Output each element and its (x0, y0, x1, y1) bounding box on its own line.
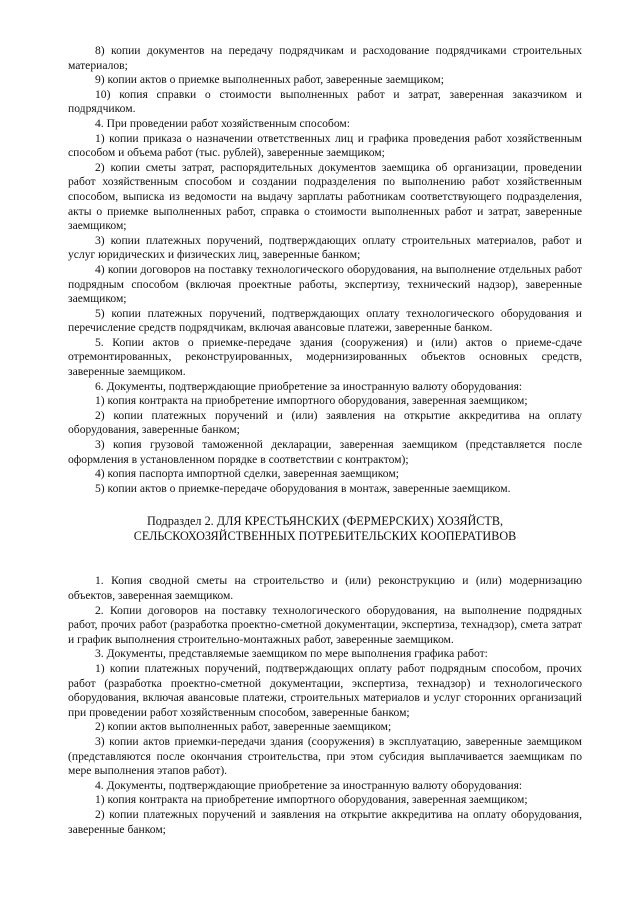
paragraph: 3) копия грузовой таможенной декларации, заверенная заемщиком (представляется после оформления в установленном порядке в соответствии с контрактом); (68, 438, 582, 466)
paragraph: 5. Копии актов о приемке-передаче здания (сооружения) и (или) актов о приеме-сдаче отремонтированных, реконструированных, модернизированных объектов основных средств, заверенные заемщиком. (68, 335, 582, 379)
paragraph: 3) копии платежных поручений, подтверждающих оплату строительных материалов, работ и услуг юридических и физических лиц, заверенные банком; (68, 233, 582, 262)
subsection-heading-line-1: Подраздел 2. ДЛЯ КРЕСТЬЯНСКИХ (ФЕРМЕРСКИХ) ХОЗЯЙСТВ, (146, 514, 504, 529)
paragraph: 1) копия контракта на приобретение импортного оборудования, заверенная заемщиком; (95, 793, 528, 807)
paragraph: 4) копии договоров на поставку технологического оборудования, на выполнение отдельных работ подрядным способом (включая проектные работы, экспертизу, технический надзор), заверенные заемщиком; (68, 262, 582, 306)
paragraph: 2) копии платежных поручений и заявления на открытие аккредитива на оплату оборудования, заверенные банком; (68, 807, 582, 836)
section-continuation (68, 44, 582, 496)
paragraph: 3. Документы, представляемые заемщиком по мере выполнения графика работ: (95, 647, 488, 661)
paragraph: 1) копии приказа о назначении ответственных лиц и графика проведения работ хозяйственным способом и объема работ (тыс. рублей), заверенные заемщиком; (68, 131, 582, 160)
paragraph: 3) копии актов приемки-передачи здания (сооружения) в эксплуатацию, заверенные заемщиком (представляются после окончания строительства, при этом субсидия выплачивается заемщикам по мере выполнения этапов работ). (68, 734, 582, 778)
subsection-heading (68, 514, 582, 544)
paragraph: 4. При проведении работ хозяйственным способом: (95, 116, 350, 130)
paragraph: 8) копии документов на передачу подрядчикам и расходование подрядчиками строительных материалов; (68, 44, 582, 72)
paragraph: 4. Документы, подтверждающие приобретение за иностранную валюту оборудования: (95, 778, 523, 792)
paragraph: 9) копии актов о приемке выполненных работ, заверенные заемщиком; (95, 73, 444, 87)
paragraph: 5) копии актов о приемке-передаче оборудования в монтаж, заверенные заемщиком. (95, 481, 511, 495)
paragraph: 4) копия паспорта импортной сделки, заверенная заемщиком; (95, 467, 399, 481)
subsection-heading-line-2: СЕЛЬСКОХОЗЯЙСТВЕННЫХ ПОТРЕБИТЕЛЬСКИХ КООПЕРАТИВОВ (133, 529, 517, 544)
paragraph: 1) копии платежных поручений, подтверждающих оплату работ подрядным способом, прочих работ (разработка проектно-сметной документации, экспертиза, технадзор) и технологического оборудования, включая авансовые платежи, строительных материалов и услуг сторонних организаций при проведении работ хозяйственным способом, заверенные банком; (68, 661, 582, 719)
paragraph: 2. Копии договоров на поставку технологического оборудования, на выполнение подрядных работ, прочих работ (разработка проектно-сметной документации, экспертиза, технадзор), смета затрат и график выполнения строительно-монтажных работ, заверенные заемщиком. (68, 603, 582, 646)
paragraph: 1. Копия сводной сметы на строительство и (или) реконструкцию и (или) модернизацию объектов, заверенная заемщиком. (68, 574, 582, 602)
paragraph: 6. Документы, подтверждающие приобретение за иностранную валюту оборудования: (95, 379, 523, 393)
paragraph: 2) копии сметы затрат, распорядительных документов заемщика об организации, проведении работ хозяйственным способом и создании подразделения по выполнению работ хозяйственным способом, выписка из ведомости на выдачу зарплаты работникам соответствующего подразделения, акты о приемке выполненных работ, справка о стоимости выполненных работ и затрат, заверенные заемщиком; (68, 160, 582, 233)
paragraph: 2) копии платежных поручений и (или) заявления на открытие аккредитива на оплату оборудования, заверенные банком; (68, 408, 582, 437)
paragraph: 5) копии платежных поручений, подтверждающих оплату технологического оборудования и перечисление средств подрядчикам, включая авансовые платежи, заверенные банком. (68, 306, 582, 335)
subsection-2-body (68, 574, 582, 837)
paragraph: 1) копия контракта на приобретение импортного оборудования, заверенная заемщиком; (95, 394, 528, 408)
paragraph: 10) копия справки о стоимости выполненных работ и затрат, заверенная заказчиком и подрядчиком. (68, 87, 582, 116)
paragraph: 2) копии актов выполненных работ, заверенные заемщиком; (95, 720, 392, 734)
